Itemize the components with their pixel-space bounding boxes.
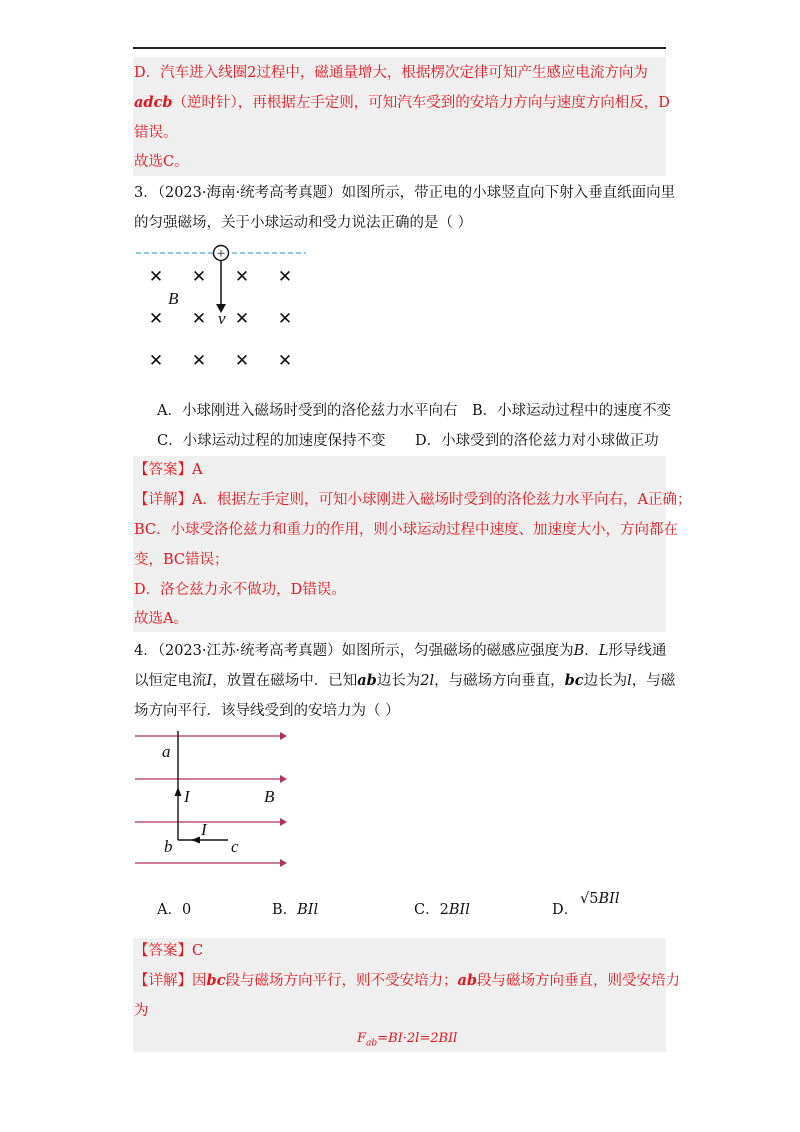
q2-detail-line1: D．汽车进入线圈2过程中，磁通量增大，根据楞次定律可知产生感应电流方向为 [134,65,648,81]
q4-option-a: A．0 [157,902,192,918]
q2-detail-line3: 错误。 [134,125,178,141]
field-cross-icon: ✕ [277,267,293,286]
q4-var-2l: 2l [420,673,435,689]
q4-option-b [272,900,318,920]
q4-detail-text: 段与磁场方向平行，则不受安培力； [225,973,458,989]
header-rule [133,47,666,49]
label-a: a [162,742,171,761]
q3-answer-block [133,456,666,632]
q2-detail-line2-text: （逆时针），再根据左手定则，可知汽车受到的安培力方向与速度方向相反，D [172,95,670,111]
q4-formula-subscript: ab [366,1038,378,1049]
q4-stem-line1 [134,641,666,661]
current-arrow-left [191,837,200,844]
velocity-label: v [218,309,226,328]
q4-option-d-bil: BIl [598,891,620,907]
q2-detail-line2 [134,93,670,113]
q4-option-b-prefix: B． [272,902,298,918]
q3-stem-line2: 的匀强磁场，关于小球运动和受力说法正确的是（ ） [134,215,473,231]
field-cross-icon: ✕ [234,309,250,328]
q3-option-d: D．小球受到的洛伦兹力对小球做正功 [415,433,659,449]
field-cross-icon: ✕ [234,351,250,370]
q3-option-a: A．小球刚进入磁场时受到的洛伦兹力水平向右 [157,403,458,419]
field-cross-icon: ✕ [191,351,207,370]
label-c: c [231,837,239,856]
field-arrow-head [280,732,287,740]
q4-formula-F: F [357,1031,367,1046]
q2-conclusion: 故选C。 [134,154,189,170]
label-field-B: B [264,787,275,806]
field-cross-icon: ✕ [191,267,207,286]
q4-stem-line2 [134,671,675,691]
field-label-B: B [168,289,179,308]
q4-option-d-sqrt: √5 [580,891,599,907]
q4-stem2-text: ，与磁 [631,673,676,689]
q4-var-L: L [598,643,609,659]
q4-detail-line2: 为 [134,1003,149,1019]
q3-detail-line3: 变，BC错误； [134,552,229,568]
q4-option-c [414,900,470,920]
q4-formula-rest: =BI·2l=2BIl [377,1031,458,1046]
q3-conclusion: 故选A。 [134,611,188,627]
q4-var-bc: bc [564,672,584,689]
q2-direction-var: adcb [134,94,173,111]
field-cross-icon: ✕ [277,351,293,370]
field-arrow-head [280,818,287,826]
field-cross-icon: ✕ [277,309,293,328]
q4-var-l: l [627,673,632,689]
q4-stem2-text: ，放置在磁场中．已知 [212,673,358,689]
q4-stem2-text: 边长为 [583,673,628,689]
q4-detail-text: 【详解】因 [134,973,207,989]
q4-option-b-value: BIl [297,902,319,918]
q4-formula [357,1029,457,1054]
field-cross-icon: ✕ [234,267,250,286]
q3-detail-line2: BC．小球受洛伦兹力和重力的作用，则小球运动过程中速度、加速度大小，方向都在 [134,522,679,538]
field-arrow-head [280,775,287,783]
q3-stem-line1: 3．（2023·海南·统考高考真题）如图所示，带正电的小球竖直向下射入垂直纸面向里 [134,185,676,201]
q4-stem1-text: 4．（2023·江苏·统考高考真题）如图所示，匀强磁场的磁感应强度为 [134,643,574,659]
field-cross-icon: ✕ [148,309,164,328]
q4-stem2-text: ，与磁场方向垂直， [434,673,565,689]
q4-wire-figure [130,726,300,874]
field-cross-icon: ✕ [148,351,164,370]
current-arrow-up [175,787,182,796]
q4-detail-text: 段与磁场方向垂直，则受安培力 [477,973,681,989]
q4-stem2-text: 以恒定电流 [134,673,207,689]
q4-option-c-prefix: C．2 [414,902,449,918]
q3-detail-line1: 【详解】A．根据左手定则，可知小球刚进入磁场时受到的洛伦兹力水平向右，A正确； [134,492,692,508]
q4-var-I: I [206,673,213,689]
q3-magnetic-field-figure [130,238,320,378]
q3-option-b: B．小球运动过程中的速度不变 [472,403,672,419]
q3-answer: 【答案】A [134,462,203,478]
q4-answer: 【答案】C [134,943,204,959]
q4-stem1-sep: ． [584,643,599,659]
q4-option-d-prefix: D． [552,902,579,918]
q3-detail-line4: D．洛仑兹力永不做功，D错误。 [134,582,346,598]
q4-detail-var-ab: ab [457,972,478,989]
label-current-I: I [201,820,207,839]
q4-option-d-value [580,889,620,909]
q4-detail-line1 [134,971,680,991]
field-arrow-head [280,859,287,867]
q4-detail-var-bc: bc [206,972,226,989]
q4-stem1-tail: 形导线通 [608,643,667,659]
positive-charge-sign: + [216,246,226,262]
q4-var-B: B [573,643,585,659]
q4-var-ab: ab [357,672,377,689]
label-b: b [164,837,173,856]
q4-stem2-text: 边长为 [376,673,421,689]
label-current-I: I [184,787,190,806]
field-cross-icon: ✕ [191,309,207,328]
q4-option-c-value: BIl [448,902,470,918]
q3-option-c: C．小球运动过程的加速度保持不变 [157,433,386,449]
field-cross-icon: ✕ [148,267,164,286]
q4-stem-line3: 场方向平行．该导线受到的安培力为（ ） [134,703,400,719]
